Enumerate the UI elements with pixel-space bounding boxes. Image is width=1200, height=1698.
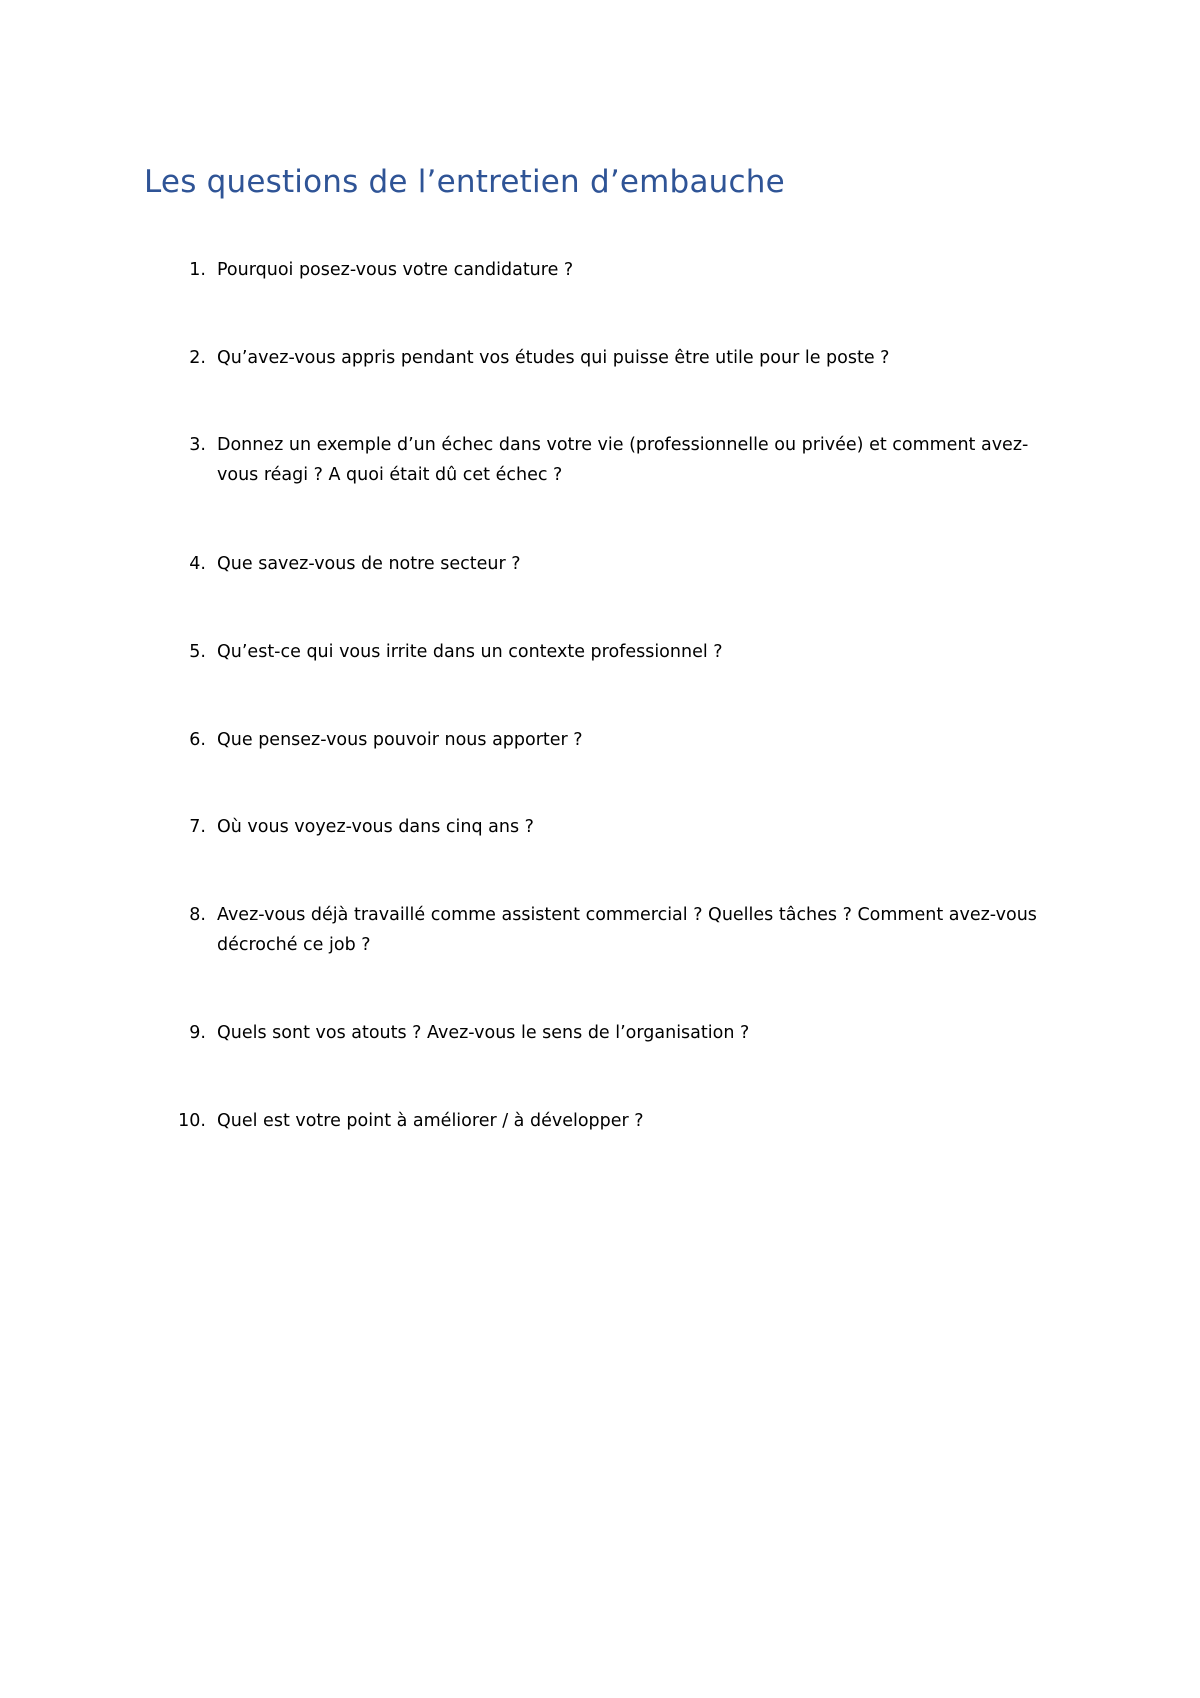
question-number: 3. bbox=[189, 435, 206, 455]
question-text: Quels sont vos atouts ? Avez-vous le sens de l’organisation ? bbox=[217, 1023, 750, 1043]
question-text: Donnez un exemple d’un échec dans votre vie (professionnelle ou privée) et comment avez-vous réagi ? A quoi était dû cet échec ? bbox=[217, 435, 1029, 485]
question-text: Quel est votre point à améliorer / à développer ? bbox=[217, 1111, 644, 1131]
question-text: Que savez-vous de notre secteur ? bbox=[217, 554, 521, 574]
question-text: Pourquoi posez-vous votre candidature ? bbox=[217, 260, 574, 280]
document-title: Les questions de l’entretien d’embauche bbox=[144, 164, 785, 200]
question-number: 7. bbox=[189, 817, 206, 837]
question-number: 5. bbox=[189, 642, 206, 662]
question-number: 9. bbox=[189, 1023, 206, 1043]
question-number: 4. bbox=[189, 554, 206, 574]
question-number: 8. bbox=[189, 905, 206, 925]
question-number: 10. bbox=[178, 1111, 206, 1131]
question-text: Que pensez-vous pouvoir nous apporter ? bbox=[217, 730, 583, 750]
question-number: 1. bbox=[189, 260, 206, 280]
question-number: 6. bbox=[189, 730, 206, 750]
question-text: Avez-vous déjà travaillé comme assistent commercial ? Quelles tâches ? Comment avez-vous décroché ce job ? bbox=[217, 905, 1037, 955]
question-text: Qu’est-ce qui vous irrite dans un contexte professionnel ? bbox=[217, 642, 723, 662]
question-text: Qu’avez-vous appris pendant vos études qui puisse être utile pour le poste ? bbox=[217, 348, 890, 368]
question-text: Où vous voyez-vous dans cinq ans ? bbox=[217, 817, 534, 837]
question-number: 2. bbox=[189, 348, 206, 368]
